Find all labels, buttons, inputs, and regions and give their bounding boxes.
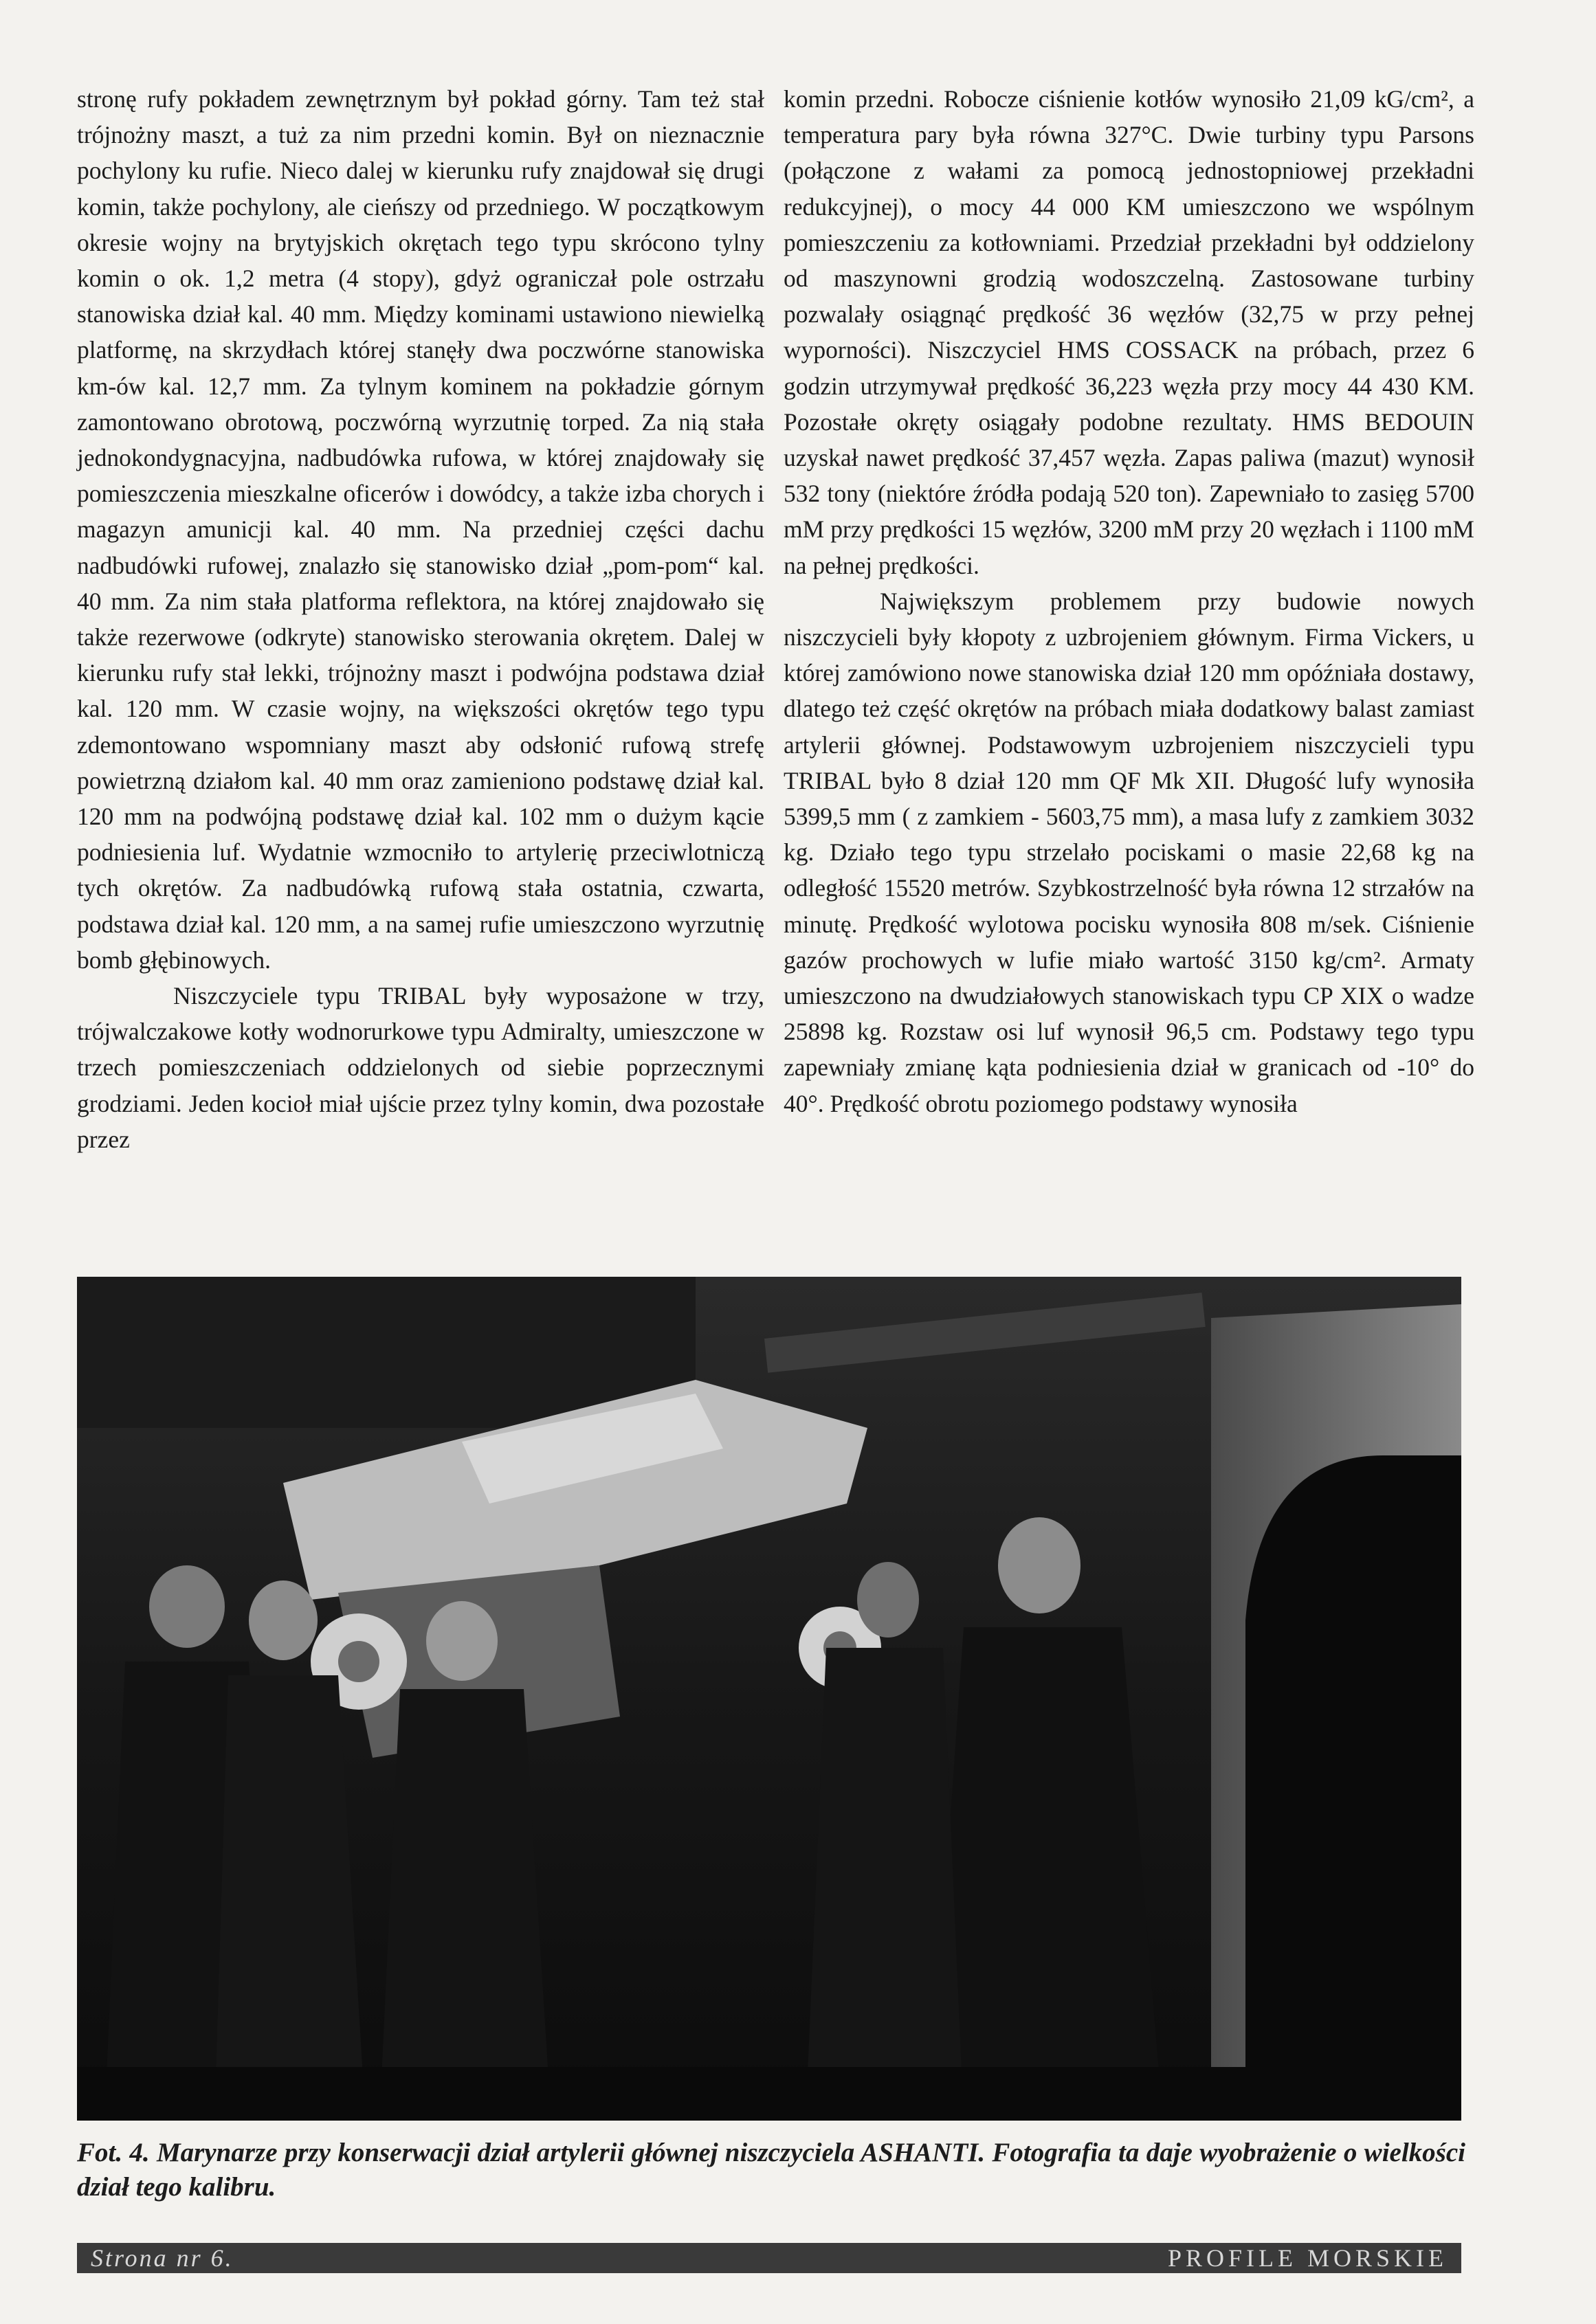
figure-caption: Fot. 4. Marynarze przy konserwacji dział artylerii głównej niszczyciela ASHANTI. Fotografia ta daje wyobrażenie o wielkości dział tego kalibru. [77,2138,1465,2202]
publication-title: PROFILE MORSKIE [1167,2244,1448,2272]
paragraph: komin przedni. Robocze ciśnienie kotłów wynosiło 21,09 kG/cm², a temperatura pary była równa 327°C. Dwie turbiny typu Parsons (połączone z wałami za pomocą jednostopniowej przekładni redukcyjnej), o mocy 44 000 KM umieszczono we wspólnym pomieszczeniu za kotłowniami. Przedział przekładni był oddzielony od maszynowni grodzią wodoszczelną. Zastosowane turbiny pozwalały osiągnąć prędkość 36 węzłów (32,75 w przy pełnej wyporności). Niszczyciel HMS COSSACK na próbach, przez 6 godzin utrzymywał prędkość 36,223 węzła przy mocy 44 430 KM. Pozostałe okręty osiągały podobne rezultaty. HMS BEDOUIN uzyskał nawet prędkość 37,457 węzła. Zapas paliwa (mazut) wynosił 532 tony (niektóre źródła podają 520 ton). Zapewniało to zasięg 5700 mM przy prędkości 15 węzłów, 3200 mM przy 20 węzłach i 1100 mM na pełnej prędkości. [784,85,1474,579]
paragraph: Największym problemem przy budowie nowych niszczycieli były kłopoty z uzbrojeniem głównym. Firma Vickers, u której zamówiono nowe stanowiska dział 120 mm opóźniała dostawy, dlatego też część okrętów na próbach miała dodatkowy balast zamiast artylerii głównej. Podstawowym uzbrojeniem niszczycieli typu TRIBAL było 8 dział 120 mm QF Mk XII. Długość lufy wynosiła 5399,5 mm ( z zamkiem - 5603,75 mm), a masa lufy z zamkiem 3032 kg. Działo tego typu strzelało pociskami o masie 22,68 kg na odległość 15520 metrów. Szybkostrzelność była równa 12 strzałów na minutę. Prędkość wylotowa pocisku wynosiła 808 m/sek. Ciśnienie gazów prochowych w lufie miało wartość 3150 kg/cm². Armaty umieszczono na dwudziałowych stanowiskach typu CP XIX o wadze 25898 kg. Rozstaw osi luf wynosił 96,5 cm. Podstawy tego typu zapewniały zmianę kąta podniesienia dział w granicach od -10° do 40°. Prędkość obrotu poziomego podstawy wynosiła [784,587,1474,1117]
page-footer [77,2243,1461,2273]
photograph-sailors-at-gun [77,1277,1461,2121]
paragraph: Niszczyciele typu TRIBAL były wyposażone w trzy, trójwalczakowe kotły wodnorurkowe typu Admiralty, umieszczone w trzech pomieszczeniach oddzielonych od siebie poprzecznymi grodziami. Jeden kocioł miał ujście przez tylny komin, dwa pozostałe przez [77,982,764,1153]
paragraph: stronę rufy pokładem zewnętrznym był pokład górny. Tam też stał trójnożny maszt, a tuż za nim przedni komin. Był on nieznacznie pochylony ku rufie. Nieco dalej w kierunku rufy znajdował się drugi komin, także pochylony, ale cieńszy od przedniego. W początkowym okresie wojny na brytyjskich okrętach tego typu skrócono tylny komin o ok. 1,2 metra (4 stopy), gdyż ograniczał pole ostrzału stanowiska dział kal. 40 mm. Między kominami ustawiono niewielką platformę, na skrzydłach której stanęły dwa poczwórne stanowiska km-ów kal. 12,7 mm. Za tylnym kominem na pokładzie górnym zamontowano obrotową, poczwórną wyrzutnię torped. Za nią stała jednokondygnacyjna, nadbudówka rufowa, w której znajdowały się pomieszczenia mieszkalne oficerów i dowódcy, a także izba chorych i magazyn amunicji kal. 40 mm. Na przedniej części dachu nadbudówki rufowej, znalazło się stanowisko dział „pom-pom“ kal. 40 mm. Za nim stała platforma reflektora, na której znajdowało się także rezerwowe (odkryte) stanowisko sterowania okrętem. Dalej w kierunku rufy stał lekki, trójnożny maszt i podwójna podstawa dział kal. 120 mm. W czasie wojny, na większości okrętów tego typu zdemontowano wspomniany maszt aby odsłonić rufową strefę powietrzną działom kal. 40 mm oraz zamieniono podstawę dział kal. 120 mm na podwójną podstawę dział kal. 102 mm o dużym kącie podniesienia luf. Wydatnie wzmocniło to artylerię przeciwlotniczą tych okrętów. Za nadbudówką rufową stała ostatnia, czwarta, podstawa dział kal. 120 mm, a na samej rufie umieszczono wyrzutnię bomb głębinowych. [77,85,764,974]
text-column-right [784,81,1474,1121]
page-number: Strona nr 6. [91,2244,234,2272]
text-column-left [77,81,764,1157]
